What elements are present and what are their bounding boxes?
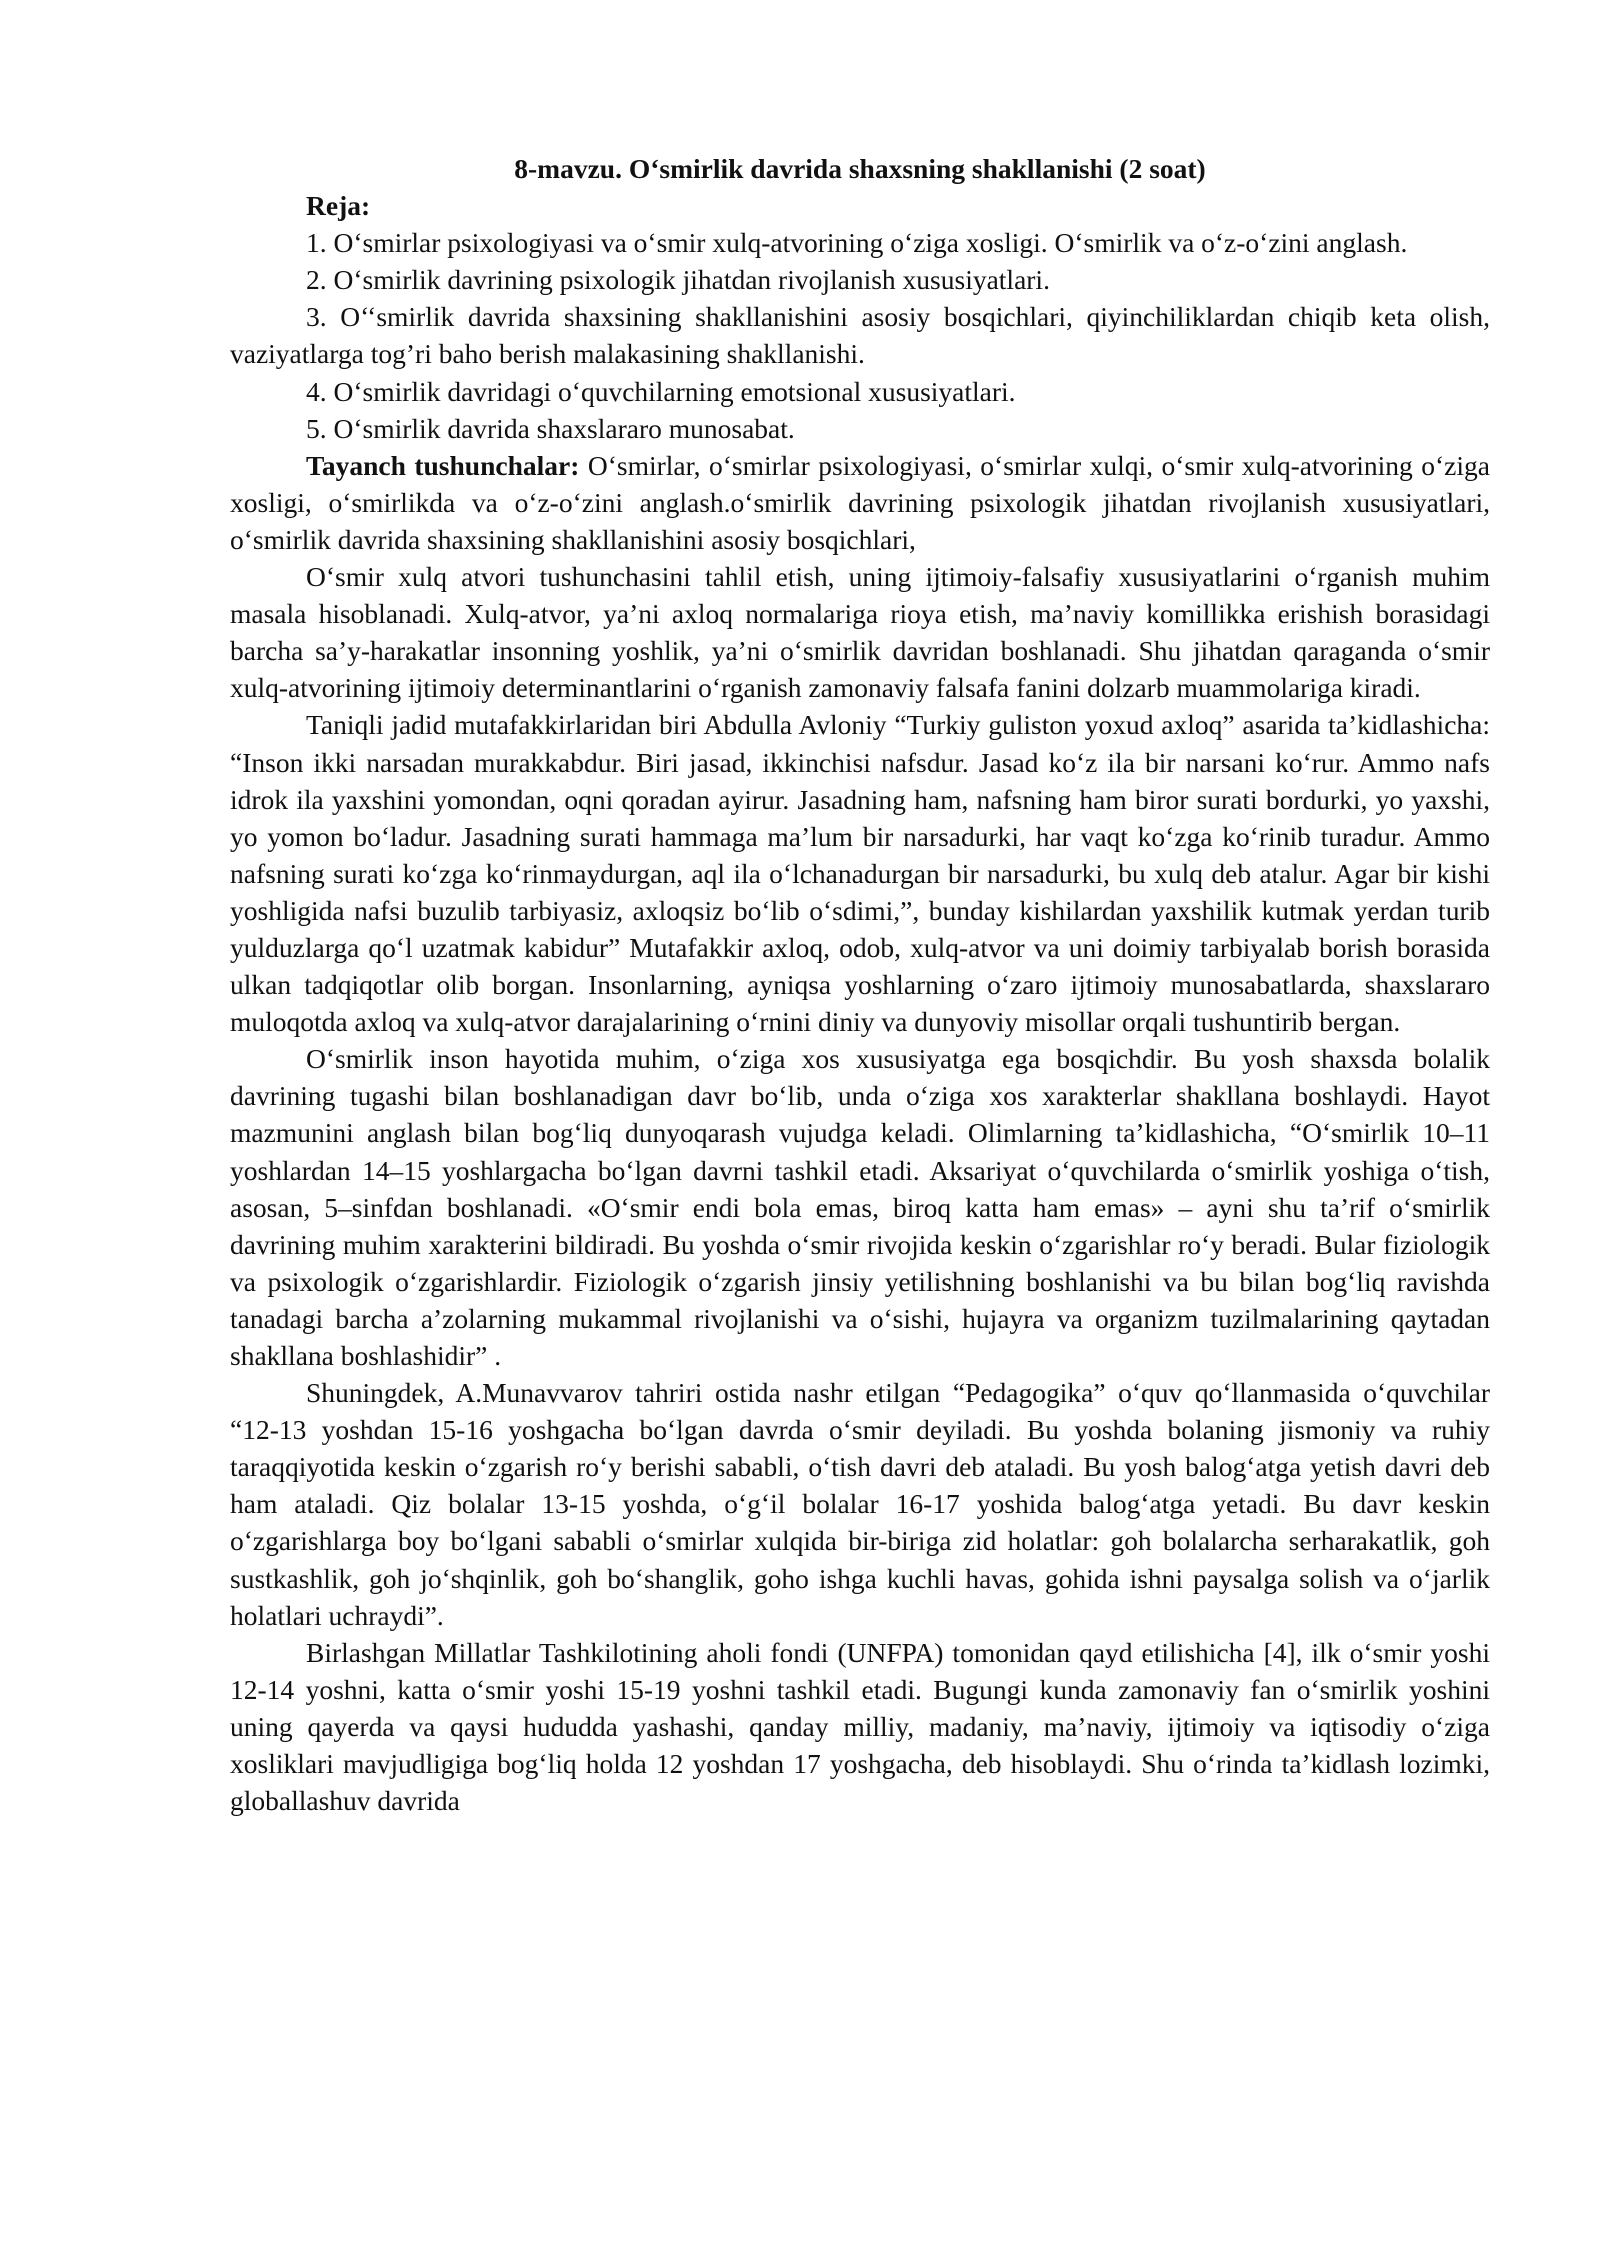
plan-heading: Reja: (306, 190, 371, 222)
document-title: 8-mavzu. O‘smirlik davrida shaxsning shakllanishi (2 soat) (514, 153, 1206, 184)
keywords-text: O‘smirlar, o‘smirlar psixologiyasi, o‘smirlar xulqi, o‘smir xulq-atvorining o‘ziga xosligi, o‘smirlikda va o‘z-o‘zini anglash.o‘smirlik davrining psixologik jihatdan rivojlanish xususiyatlari, o‘smirlik davrida shaxsining shakllanishini asosiy bosqichlari, (230, 449, 1490, 555)
body-paragraph-5: Birlashgan Millatlar Tashkilotining aholi fondi (UNFPA) tomonidan qayd etilishicha [4], ilk o‘smir yoshi 12-14 yoshni, katta o‘smir yoshi 15-19 yoshni tashkil etadi. Bugungi kunda zamonaviy fan o‘smirlik yoshini uning qayerda va qaysi hududda yashashi, qanday milliy, madaniy, ma’naviy, ijtimoiy va iqtisodiy o‘ziga xosliklari mavjudligiga bog‘liq holda 12 yoshdan 17 yoshgacha, deb hisoblaydi. Shu o‘rinda ta’kidlash lozimki, globallashuv davrida (230, 1636, 1490, 1817)
keywords-label: Tayanch tushunchalar: (306, 449, 580, 481)
body-paragraph-1: O‘smir xulq atvori tushunchasini tahlil etish, uning ijtimoiy-falsafiy xususiyatlarini o‘rganish muhim masala hisoblanadi. Xulq-atvor, ya’ni axloq normalariga rioya etish, ma’naviy komillikka erishish borasidagi barcha sa’y-harakatlar insonning yoshlik, ya’ni o‘smirlik davridan boshlanadi. Shu jihatdan qaraganda o‘smir xulq-atvorining ijtimoiy determinantlarini o‘rganish zamonaviy falsafa fanini dolzarb muammolariga kiradi. (230, 561, 1490, 704)
keywords-paragraph (230, 447, 1490, 558)
plan-item-4: 4. O‘smirlik davridagi o‘quvchilarning emotsional xususiyatlari. (306, 375, 1016, 407)
body-paragraph-4: Shuningdek, A.Munavvarov tahriri ostida nashr etilgan “Pedagogika” o‘quv qo‘llanmasida o‘quvchilar “12-13 yoshdan 15-16 yoshgacha bo‘lgan davrda o‘smir deyiladi. Bu yoshda bolaning jismoniy va ruhiy taraqqiyotida keskin o‘zgarish ro‘y berishi sababli, o‘tish davri deb ataladi. Bu yosh balog‘atga yetish davri deb ham ataladi. Qiz bolalar 13-15 yoshda, o‘g‘il bolalar 16-17 yoshida balog‘atga yetadi. Bu davr keskin o‘zgarishlarga boy bo‘lgani sababli o‘smirlar xulqida bir-biriga zid holatlar: goh bolalarcha serharakatlik, goh sustkashlik, goh jo‘shqinlik, goh bo‘shanglik, goho ishga kuchli havas, gohida ishni paysalga solish va o‘jarlik holatlari uchraydi”. (230, 1377, 1490, 1631)
document-page (230, 150, 1490, 1819)
plan-item-2: 2. O‘smirlik davrining psixologik jihatdan rivojlanish xususiyatlari. (306, 264, 1050, 296)
body-paragraph-3: O‘smirlik inson hayotida muhim, o‘ziga xos xususiyatga ega bosqichdir. Bu yosh shaxsda bolalik davrining tugashi bilan boshlanadigan davr bo‘lib, unda o‘ziga xos xarakterlar shakllana boshlaydi. Hayot mazmunini anglash bilan bog‘liq dunyoqarash vujudga keladi. Olimlarning ta’kidlashicha, “O‘smirlik 10–11 yoshlardan 14–15 yoshlargacha bo‘lgan davrni tashkil etadi. Aksariyat o‘quvchilarda o‘smirlik yoshiga o‘tish, asosan, 5–sinfdan boshlanadi. «O‘smir endi bola emas, biroq katta ham emas» – ayni shu ta’rif o‘smirlik davrining muhim xarakterini bildiradi. Bu yoshda o‘smir rivojida keskin o‘zgarishlar ro‘y beradi. Bular fiziologik va psixologik o‘zgarishlardir. Fiziologik o‘zgarish jinsiy yetilishning boshlanishi va bu bilan bog‘liq ravishda tanadagi barcha a’zolarning mukammal rivojlanishi va o‘sishi, hujayra va organizm tuzilmalarining qaytadan shakllana boshlashidir” . (230, 1043, 1490, 1371)
plan-item-1: 1. O‘smirlar psixologiyasi va o‘smir xulq-atvorining o‘ziga xosligi. O‘smirlik va o‘z-o‘zini anglash. (306, 227, 1408, 259)
plan-item-3: 3. O‘‘smirlik davrida shaxsining shakllanishini asosiy bosqichlari, qiyinchiliklardan chiqib keta olish, vaziyatlarga tog’ri baho berish malakasining shakllanishi. (230, 301, 1490, 370)
body-paragraph-2: Taniqli jadid mutafakkirlaridan biri Abdulla Avloniy “Turkiy guliston yoxud axloq” asarida ta’kidlashicha: “Inson ikki narsadan murakkabdur. Biri jasad, ikkinchisi nafsdur. Jasad ko‘z ila bir narsani ko‘rur. Ammo nafs idrok ila yaxshini yomondan, oqni qoradan ayirur. Jasadning ham, nafsning ham biror surati bordurki, yo yaxshi, yo yomon bo‘ladur. Jasadning surati hammaga ma’lum bir narsadurki, har vaqt ko‘zga ko‘rinib turadur. Ammo nafsning surati ko‘zga ko‘rinmaydurgan, aql ila o‘lchanadurgan bir narsadurki, bu xulq deb atalur. Agar bir kishi yoshligida nafsi buzulib tarbiyasiz, axloqsiz bo‘lib o‘sdimi,”, bunday kishilardan yaxshilik kutmak yerdan turib yulduzlarga qo‘l uzatmak kabidur” Mutafakkir axloq, odob, xulq-atvor va uni doimiy tarbiyalab borish borasida ulkan tadqiqotlar olib borgan. Insonlarning, ayniqsa yoshlarning o‘zaro ijtimoiy munosabatlarda, shaxslararo muloqotda axloq va xulq-atvor darajalarining o‘rnini diniy va dunyoviy misollar orqali tushuntirib bergan. (230, 709, 1490, 1038)
plan-item-5: 5. O‘smirlik davrida shaxslararo munosabat. (306, 412, 795, 444)
